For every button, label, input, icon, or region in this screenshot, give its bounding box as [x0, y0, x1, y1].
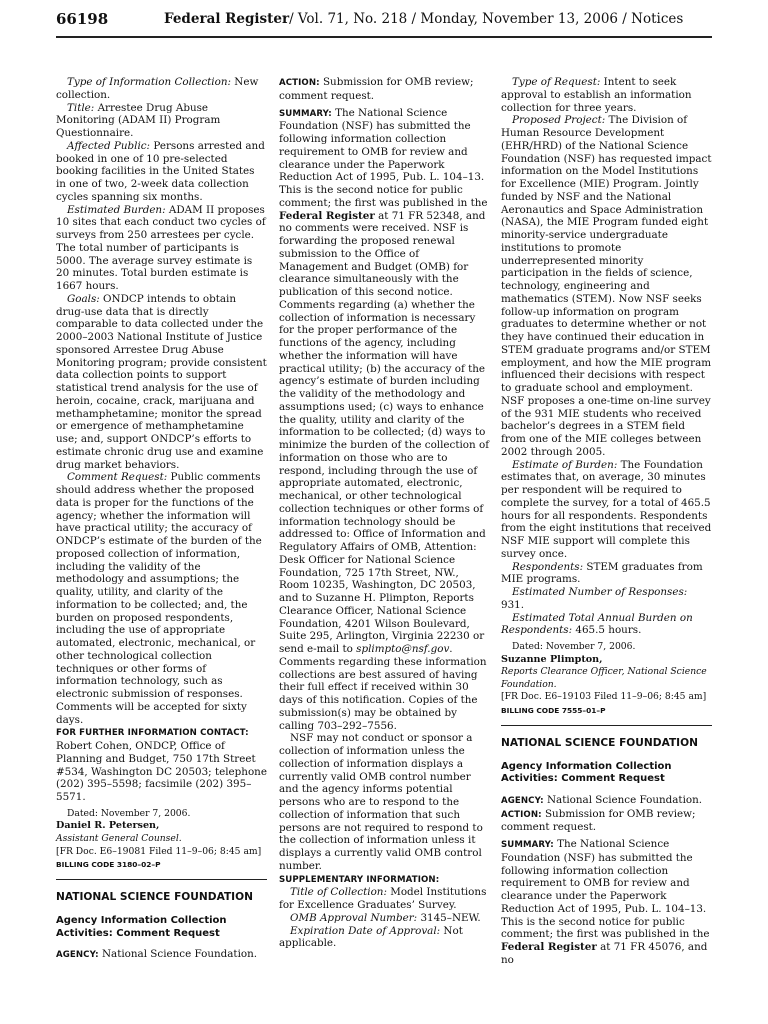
field-label: OMB Approval Number:: [290, 911, 418, 924]
signer-name: Daniel R. Petersen,: [56, 820, 160, 832]
paragraph: [501, 114, 712, 458]
paragraph: [56, 204, 267, 293]
dated-line: Dated: November 7, 2006.: [512, 641, 636, 652]
field-label: Expiration Date of Approval:: [290, 924, 441, 937]
paragraph: [501, 76, 712, 114]
field-text: New collection.: [56, 76, 259, 101]
field-label: Title of Collection:: [290, 886, 387, 899]
summary-text: . Comments regarding these information collections are best assured of having their full effect if received within 30 days of this notification. Copies of the submission(s) may be obtained by calling 703–292–7556.: [279, 643, 487, 732]
field-label: Respondents:: [512, 560, 584, 573]
field-text: Intent to seek approval to establish an information collection for three years.: [501, 76, 692, 114]
field-label: Proposed Project:: [512, 114, 606, 127]
document-title: Agency Information Collection Activities: Comment Request: [56, 915, 227, 939]
section-divider: [501, 725, 712, 726]
summary-paragraph: [279, 107, 490, 733]
field-label: Title:: [67, 101, 95, 114]
contact-paragraph: [56, 726, 267, 804]
action-text: Submission for OMB review; comment request.: [279, 76, 474, 102]
field-text: Model Institutions for Excellence Graduates’ Survey.: [279, 886, 487, 911]
field-label: Type of Information Collection:: [67, 76, 231, 88]
contact-text: Robert Cohen, ONDCP, Office of Planning and Budget, 750 17th Street #534, Washington DC 20503; telephone (202) 395–5598; facsimile (202) 395–5571.: [56, 740, 267, 803]
field-label: Comment Request:: [67, 471, 168, 484]
column-right: [501, 76, 712, 967]
field-text: The Foundation estimates that, on average, 30 minutes per respondent will be required to complete the survey, for a total of 465.5 hours for all respondents. Respondents from the eight institutions that received NSF MIE support will complete this survey once.: [501, 458, 712, 560]
field-label: Estimated Number of Responses:: [512, 586, 688, 598]
field-text: 931.: [501, 598, 525, 611]
running-head: [164, 11, 683, 27]
page-header: [56, 10, 716, 34]
paragraph: [56, 293, 267, 472]
signer-title: Reports Clearance Officer, National Science Foundation.: [501, 666, 707, 690]
field-text: Arrestee Drug Abuse Monitoring (ADAM II) Program Questionnaire.: [56, 101, 221, 139]
agency-label: AGENCY:: [501, 795, 544, 806]
field-text: Persons arrested and booked in one of 10 pre-selected booking facilities in the United States in one of two, 2-week data collection cycles spanning six months.: [56, 139, 265, 203]
field-label: Estimated Burden:: [67, 203, 166, 216]
agency-line: [56, 948, 267, 962]
field-text: 3145–NEW.: [417, 911, 481, 924]
paragraph: [279, 925, 490, 951]
paragraph: [279, 912, 490, 925]
action-line: [279, 76, 490, 103]
field-text: The Division of Human Resource Development (EHR/HRD) of the National Science Foundation (NSF) has requested impact information on the Model Institutions for Excellence (MIE) Program. Jointly funded by NSF and the National Aeronautics and Space Administration (NASA), the MIE Program funded eight minority-service undergraduate institutions to promote underrepresented minority participation in the fields of science, technology, engineering and mathematics (STEM). Now NSF seeks follow-up information on program graduates to determine whether or not they have continued their education in STEM graduate programs and/or STEM employment, and how the MIE program influenced their decisions with respect to graduate school and employment. NSF proposes a one-time on-line survey of the 931 MIE students who received bachelor’s degrees in a STEM field from one of the MIE colleges between 2002 through 2005.: [501, 114, 712, 458]
fr-doc-line: [FR Doc. E6–19103 Filed 11–9–06; 8:45 am]: [501, 691, 707, 703]
summary-label: SUMMARY:: [501, 840, 554, 850]
field-label: Estimated Total Annual Burden on Respondents:: [501, 611, 693, 637]
summary-paragraph: [501, 838, 712, 967]
agency-heading: NATIONAL SCIENCE FOUNDATION: [56, 891, 253, 903]
signer-title: Assistant General Counsel.: [56, 833, 182, 844]
agency-text: National Science Foundation.: [98, 948, 258, 960]
federal-register-ref: Federal Register: [279, 209, 375, 222]
paragraph: [501, 586, 712, 612]
paragraph: [56, 102, 267, 140]
header-rule: [56, 36, 712, 38]
signer-name: Suzanne Plimpton,: [501, 653, 603, 665]
field-label: Goals:: [67, 292, 100, 305]
journal-name: Federal Register: [164, 11, 290, 27]
action-label: ACTION:: [279, 78, 320, 88]
document-title: Agency Information Collection Activities: Comment Request: [501, 760, 672, 785]
agency-text: National Science Foundation.: [543, 793, 703, 806]
field-text: ADAM II proposes 10 sites that each conduct two cycles of surveys from 250 arrestees per cycle. The total number of participants is 5000. The average survey estimate is 20 minutes. Total burden estimate is 1667 hours.: [56, 203, 266, 292]
email-link[interactable]: splimpto@nsf.gov: [356, 643, 450, 655]
paragraph: [56, 140, 267, 204]
field-text: Not applicable.: [279, 924, 463, 950]
supplementary-heading: [279, 873, 490, 887]
field-text: STEM graduates from MIE programs.: [501, 560, 703, 586]
contact-label: FOR FURTHER INFORMATION CONTACT:: [56, 728, 249, 739]
field-label: Estimate of Burden:: [512, 458, 618, 471]
field-text: 465.5 hours.: [572, 624, 642, 637]
agency-heading: NATIONAL SCIENCE FOUNDATION: [501, 736, 698, 749]
summary-label: SUMMARY:: [279, 108, 332, 119]
section-divider: [56, 879, 267, 880]
page-number: 66198: [56, 10, 109, 28]
fr-doc-line: [FR Doc. E6–19081 Filed 11–9–06; 8:45 am]: [56, 845, 262, 857]
field-text: ONDCP intends to obtain drug-use data that is directly comparable to data collected under the 2000–2003 National Institute of Justice sponsored Arrestee Drug Abuse Monitoring program; provide consistent data collection points to support statistical trend analysis for the use of heroin, cocaine, crack, marijuana and methamphetamine; monitor the spread or emergence of methamphetamine use; and, support ONDCP’s efforts to estimate chronic drug use and examine drug market behaviors.: [56, 292, 267, 471]
summary-text: The National Science Foundation (NSF) has submitted the following information collection requirement to OMB for review and clearance under the Paperwork Reduction Act of 1995, Pub. L. 104–13. This is the second notice for public comment; the first was published in the: [279, 106, 488, 209]
billing-code: BILLING CODE 3180–02–P: [56, 860, 161, 869]
paragraph: NSF may not conduct or sponsor a collection of information unless the collection of information displays a currently valid OMB control number and the agency informs potential persons who are to respond to the collection of information that such persons are not required to respond to the collection of information unless it displays a currently valid OMB control number.: [279, 732, 483, 872]
paragraph: [501, 561, 712, 587]
summary-text: at 71 FR 45076, and no: [501, 941, 708, 966]
field-text: Public comments should address whether the proposed data is proper for the functions of the agency; whether the information will have practical utility; the accuracy of ONDCP’s estimate of the burden of the proposed collection of information, including the validity of the methodology and assumptions; the quality, utility, and clarity of the information to be collected; and, the burden on proposed respondents, including the use of appropriate automated, electronic, mechanical, or other technological collection techniques or other forms of information technology, such as electronic submission of responses. Comments will be accepted for sixty days.: [56, 471, 262, 726]
paragraph: [56, 76, 267, 102]
federal-register-ref: Federal Register: [501, 941, 597, 953]
paragraph: [279, 886, 490, 912]
agency-label: AGENCY:: [56, 950, 99, 960]
summary-text: The National Science Foundation (NSF) has submitted the following information collection requirement to OMB for review and clearance under the Paperwork Reduction Act of 1995, Pub. L. 104–13. This is the second notice for public comment; the first was published in the: [501, 838, 710, 941]
action-label: ACTION:: [501, 809, 542, 820]
summary-text: at 71 FR 52348, and no comments were received. NSF is forwarding the proposed renewal submission to the Office of Management and Budget (OMB) for clearance simultaneously with the publication of this second notice. Comments regarding (a) whether the collection of information is necessary for the proper performance of the functions of the agency, including whether the information will have practical utility; (b) the accuracy of the agency’s estimate of burden including the validity of the methodology and assumptions used; (c) ways to enhance the quality, utility and clarity of the information to be collected; (d) ways to minimize the burden of the collection of information on those who are to respond, including through the use of appropriate automated, electronic, mechanical, or other technological collection techniques or other forms of information technology should be addressed to: Office of Information and Regulatory Affairs of OMB, Attention: Desk Officer for National Science Foundation, 725 17th Street, NW., Room 10235, Washington, DC 20503, and to Suzanne H. Plimpton, Reports Clearance Officer, National Science Foundation, 4201 Wilson Boulevard, Suite 295, Arlington, Virginia 22230 or send e-mail to: [279, 209, 490, 655]
column-middle: [279, 76, 490, 950]
action-text: Submission for OMB review; comment request.: [501, 807, 696, 834]
column-left: [56, 76, 267, 962]
field-label: Type of Request:: [512, 76, 601, 88]
action-line: [501, 808, 712, 835]
issue-info: / Vol. 71, No. 218 / Monday, November 13, 2006 / Notices: [289, 11, 684, 27]
field-label: Affected Public:: [67, 139, 151, 152]
paragraph: [501, 612, 712, 638]
billing-code: BILLING CODE 7555–01–P: [501, 705, 606, 715]
paragraph: [56, 471, 267, 726]
agency-line: [501, 794, 712, 808]
supplementary-label: SUPPLEMENTARY INFORMATION:: [279, 874, 440, 885]
paragraph: [501, 459, 712, 561]
dated-line: Dated: November 7, 2006.: [67, 807, 191, 819]
